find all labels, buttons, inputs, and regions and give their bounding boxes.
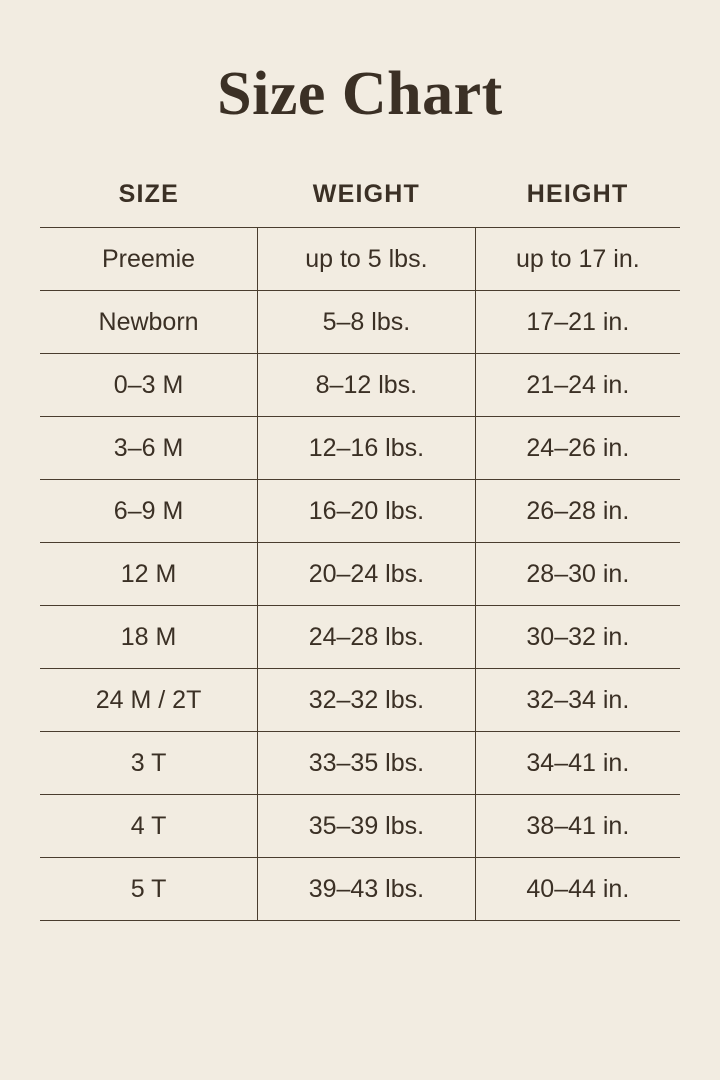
table-row [40, 291, 680, 354]
cell-weight: 33–35 lbs. [258, 732, 476, 795]
column-header-size: SIZE [118, 180, 179, 209]
table-row [40, 732, 680, 795]
table-row [40, 543, 680, 606]
table-row [40, 480, 680, 543]
table-row [40, 669, 680, 732]
cell-size: 0–3 M [40, 354, 258, 417]
cell-size: 4 T [40, 795, 258, 858]
column-header-height: HEIGHT [526, 180, 629, 209]
cell-height: 21–24 in. [475, 354, 680, 417]
page-title: Size Chart [217, 60, 503, 128]
cell-height: 30–32 in. [475, 606, 680, 669]
cell-size: Newborn [40, 291, 258, 354]
cell-weight: 20–24 lbs. [258, 543, 476, 606]
cell-height: 38–41 in. [475, 795, 680, 858]
table-header-row [40, 174, 680, 228]
cell-size: 6–9 M [40, 480, 258, 543]
table-row [40, 858, 680, 921]
cell-weight: up to 5 lbs. [258, 228, 476, 291]
cell-height: 26–28 in. [475, 480, 680, 543]
cell-size: 24 M / 2T [40, 669, 258, 732]
cell-weight: 12–16 lbs. [258, 417, 476, 480]
table-row [40, 354, 680, 417]
cell-weight: 5–8 lbs. [258, 291, 476, 354]
cell-height: up to 17 in. [475, 228, 680, 291]
cell-weight: 16–20 lbs. [258, 480, 476, 543]
cell-weight: 35–39 lbs. [258, 795, 476, 858]
cell-height: 24–26 in. [475, 417, 680, 480]
cell-size: 3 T [40, 732, 258, 795]
column-header-weight: WEIGHT [312, 180, 420, 209]
cell-height: 40–44 in. [475, 858, 680, 921]
cell-size: Preemie [40, 228, 258, 291]
cell-size: 12 M [40, 543, 258, 606]
size-chart-table [40, 174, 680, 921]
cell-height: 32–34 in. [475, 669, 680, 732]
table-body [40, 228, 680, 921]
cell-height: 34–41 in. [475, 732, 680, 795]
cell-size: 5 T [40, 858, 258, 921]
cell-weight: 32–32 lbs. [258, 669, 476, 732]
cell-size: 3–6 M [40, 417, 258, 480]
cell-weight: 24–28 lbs. [258, 606, 476, 669]
cell-size: 18 M [40, 606, 258, 669]
cell-height: 17–21 in. [475, 291, 680, 354]
cell-height: 28–30 in. [475, 543, 680, 606]
table-header [40, 174, 680, 228]
cell-weight: 39–43 lbs. [258, 858, 476, 921]
table-row [40, 228, 680, 291]
table-row [40, 606, 680, 669]
cell-weight: 8–12 lbs. [258, 354, 476, 417]
table-row [40, 417, 680, 480]
table-row [40, 795, 680, 858]
